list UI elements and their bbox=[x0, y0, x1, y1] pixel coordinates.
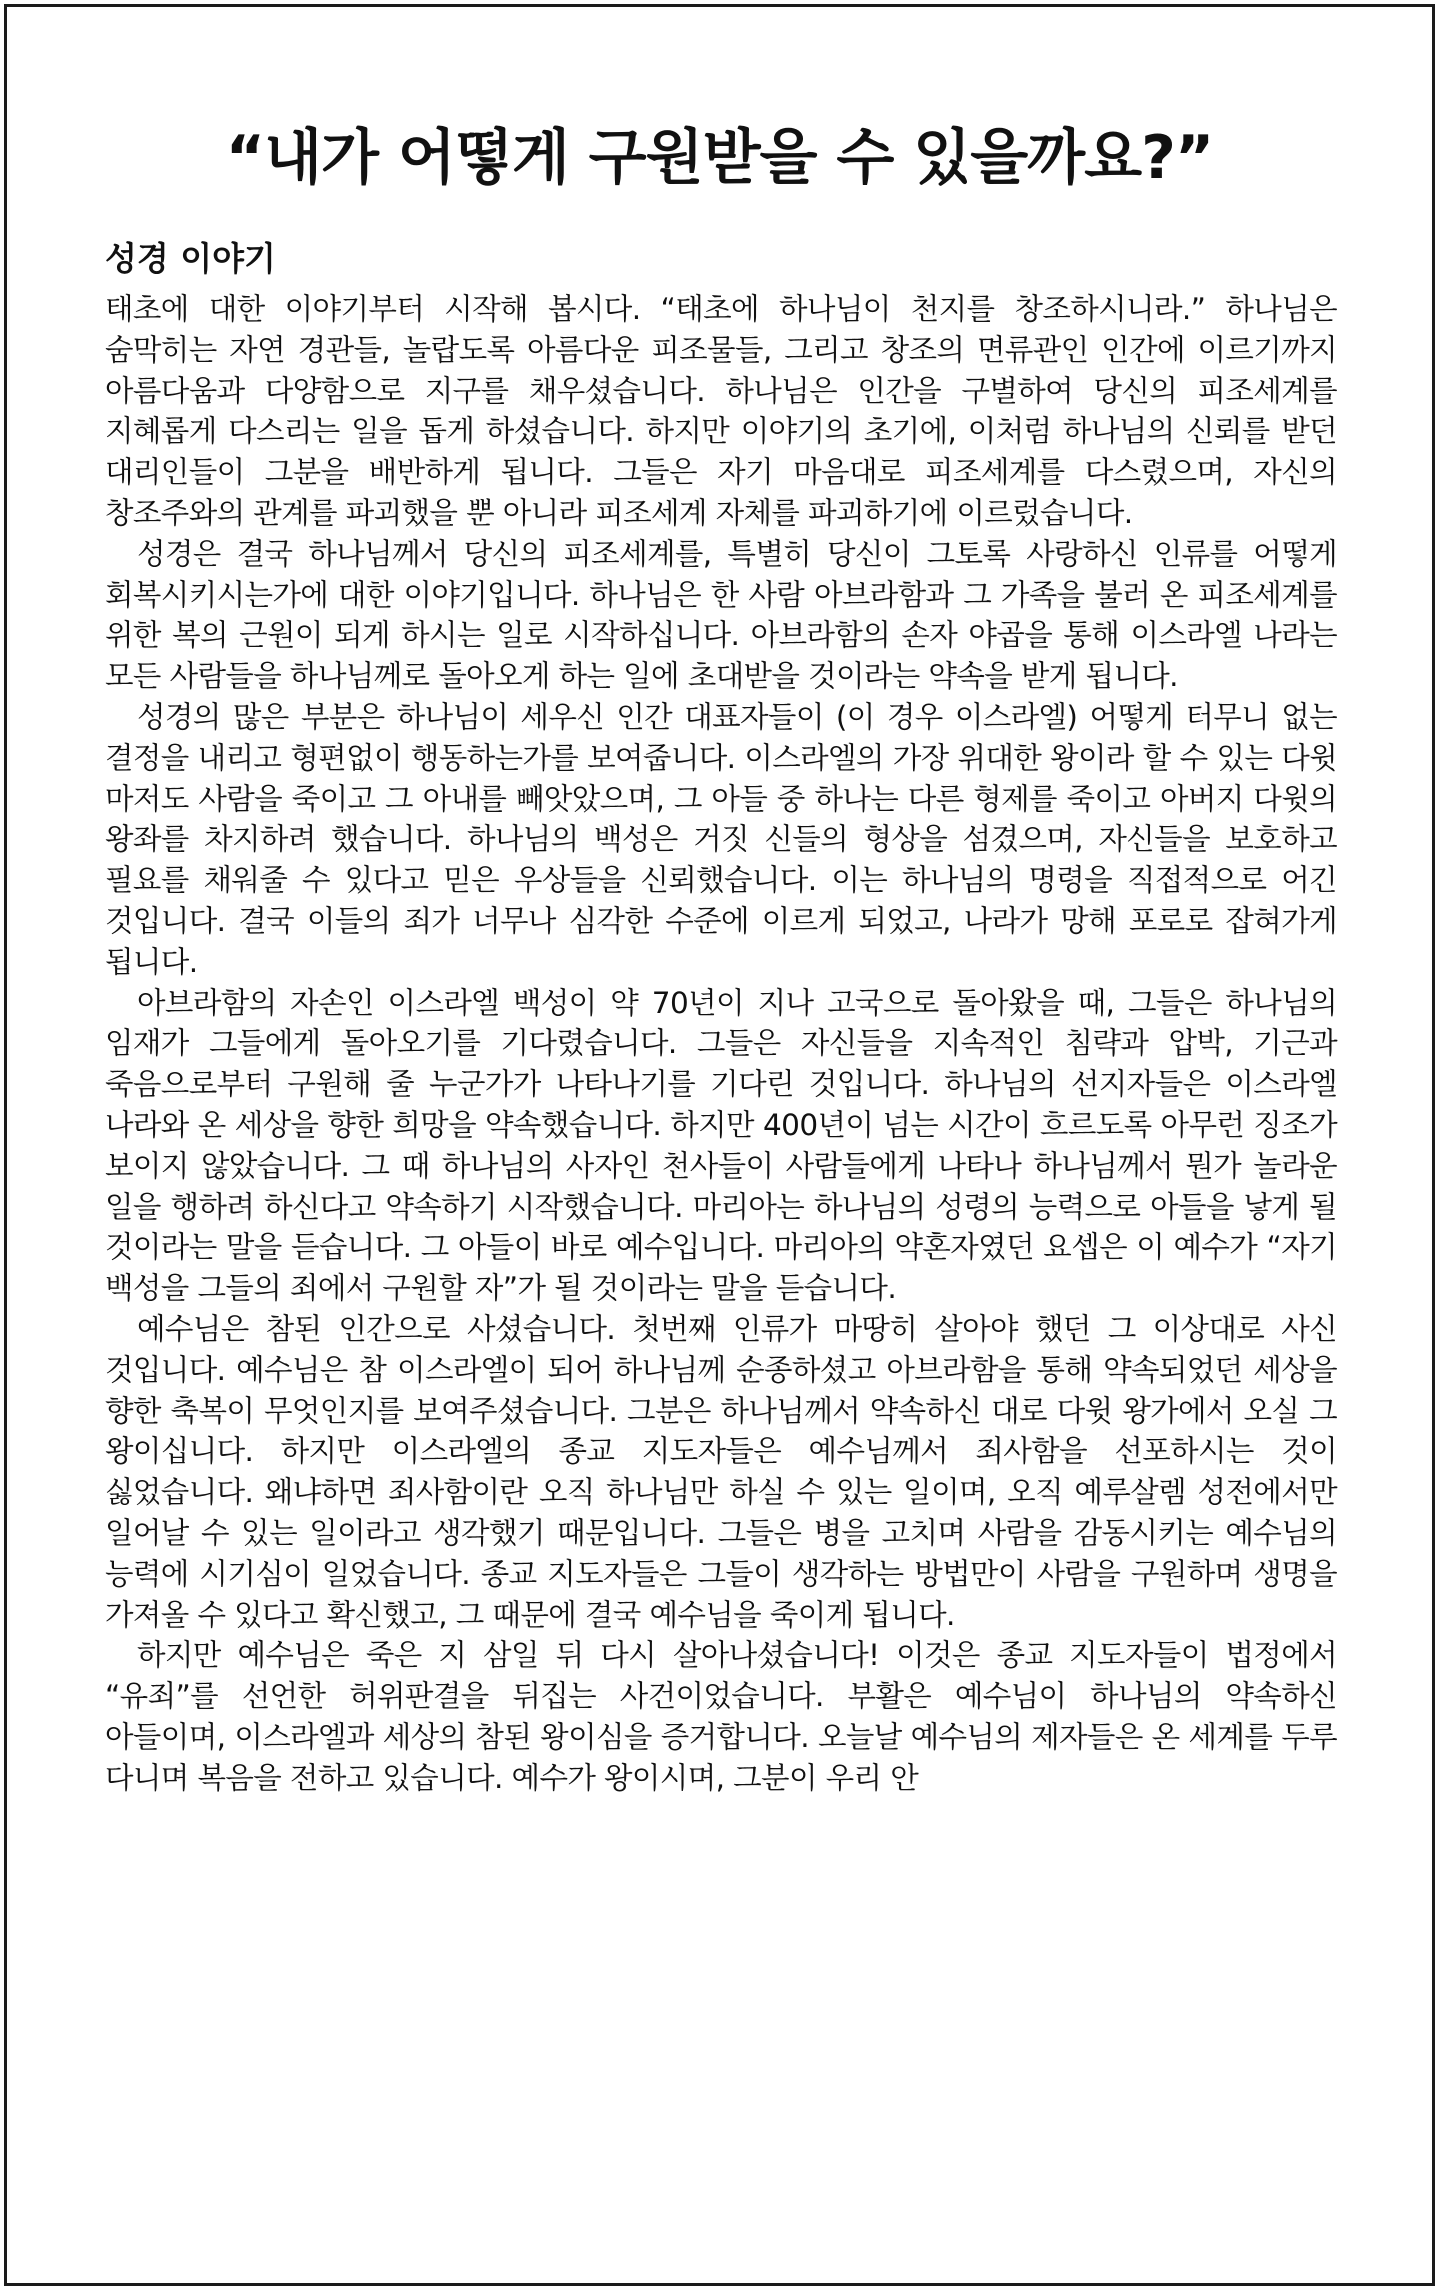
paragraph-1: 태초에 대한 이야기부터 시작해 봅시다. “태초에 하나님이 천지를 창조하시니라.” 하나님은 숨막히는 자연 경관들, 놀랍도록 아름다운 피조물들, 그리고 창조의 면류관인 인간에 이르기까지 아름다움과 다양함으로 지구를 채우셨습니다. 하나님은 인간을 구별하여 당신의 피조세계를 지혜롭게 다스리는 일을 돕게 하셨습니다. 하지만 이야기의 초기에, 이처럼 하나님의 신뢰를 받던 대리인들이 그분을 배반하게 됩니다. 그들은 자기 마음대로 피조세계를 다스렸으며, 자신의 창조주와의 관계를 파괴했을 뿐 아니라 피조세계 자체를 파괴하기에 이르렀습니다. bbox=[105, 292, 1337, 530]
paragraph-6: 하지만 예수님은 죽은 지 삼일 뒤 다시 살아나셨습니다! 이것은 종교 지도자들이 법정에서 “유죄”를 선언한 허위판결을 뒤집는 사건이었습니다. 부활은 예수님이 하나님의 약속하신 아들이며, 이스라엘과 세상의 참된 왕이심을 증거합니다. 오늘날 예수님의 제자들은 온 세계를 두루 다니며 복음을 전하고 있습니다. 예수가 왕이시며, 그분이 우리 안 bbox=[105, 1638, 1337, 1795]
section-heading: 성경 이야기 bbox=[105, 239, 276, 278]
paragraph-5: 예수님은 참된 인간으로 사셨습니다. 첫번째 인류가 마땅히 살아야 했던 그 이상대로 사신 것입니다. 예수님은 참 이스라엘이 되어 하나님께 순종하셨고 아브라함을 통해 약속되었던 세상을 향한 축복이 무엇인지를 보여주셨습니다. 그분은 하나님께서 약속하신 대로 다윗 왕가에서 오실 그 왕이십니다. 하지만 이스라엘의 종교 지도자들은 예수님께서 죄사함을 선포하시는 것이 싫었습니다. 왜냐하면 죄사함이란 오직 하나님만 하실 수 있는 일이며, 오직 예루살렘 성전에서만 일어날 수 있는 일이라고 생각했기 때문입니다. 그들은 병을 고치며 사람을 감동시키는 예수님의 능력에 시기심이 일었습니다. 종교 지도자들은 그들이 생각하는 방법만이 사람을 구원하며 생명을 가져올 수 있다고 확신했고, 그 때문에 결국 예수님을 죽이게 됩니다. bbox=[105, 1311, 1337, 1632]
paragraph-4: 아브라함의 자손인 이스라엘 백성이 약 70년이 지나 고국으로 돌아왔을 때, 그들은 하나님의 임재가 그들에게 돌아오기를 기다렸습니다. 그들은 자신들을 지속적인 침략과 압박, 기근과 죽음으로부터 구원해 줄 누군가가 나타나기를 기다린 것입니다. 하나님의 선지자들은 이스라엘 나라와 온 세상을 향한 희망을 약속했습니다. 하지만 400년이 넘는 시간이 흐르도록 아무런 징조가 보이지 않았습니다. 그 때 하나님의 사자인 천사들이 사람들에게 나타나 하나님께서 뭔가 놀라운 일을 행하려 하신다고 약속하기 시작했습니다. 마리아는 하나님의 성령의 능력으로 아들을 낳게 될 것이라는 말을 듣습니다. 그 아들이 바로 예수입니다. 마리아의 약혼자였던 요셉은 이 예수가 “자기 백성을 그들의 죄에서 구원할 자”가 될 것이라는 말을 듣습니다. bbox=[105, 985, 1337, 1306]
page-frame bbox=[4, 4, 1435, 2286]
body-text bbox=[105, 289, 1337, 1798]
paragraph-3: 성경의 많은 부분은 하나님이 세우신 인간 대표자들이 (이 경우 이스라엘) 어떻게 터무니 없는 결정을 내리고 형편없이 행동하는가를 보여줍니다. 이스라엘의 가장 위대한 왕이라 할 수 있는 다윗 마저도 사람을 죽이고 그 아내를 빼앗았으며, 그 아들 중 하나는 다른 형제를 죽이고 아버지 다윗의 왕좌를 차지하려 했습니다. 하나님의 백성은 거짓 신들의 형상을 섬겼으며, 자신들을 보호하고 필요를 채워줄 수 있다고 믿은 우상들을 신뢰했습니다. 이는 하나님의 명령을 직접적으로 어긴 것입니다. 결국 이들의 죄가 너무나 심각한 수준에 이르게 되었고, 나라가 망해 포로로 잡혀가게 됩니다. bbox=[105, 699, 1337, 979]
page-title: “내가 어떻게 구원받을 수 있을까요?” bbox=[225, 123, 1214, 193]
paragraph-2: 성경은 결국 하나님께서 당신의 피조세계를, 특별히 당신이 그토록 사랑하신 인류를 어떻게 회복시키시는가에 대한 이야기입니다. 하나님은 한 사람 아브라함과 그 가족을 불러 온 피조세계를 위한 복의 근원이 되게 하시는 일로 시작하십니다. 아브라함의 손자 야곱을 통해 이스라엘 나라는 모든 사람들을 하나님께로 돌아오게 하는 일에 초대받을 것이라는 약속을 받게 됩니다. bbox=[105, 536, 1337, 694]
